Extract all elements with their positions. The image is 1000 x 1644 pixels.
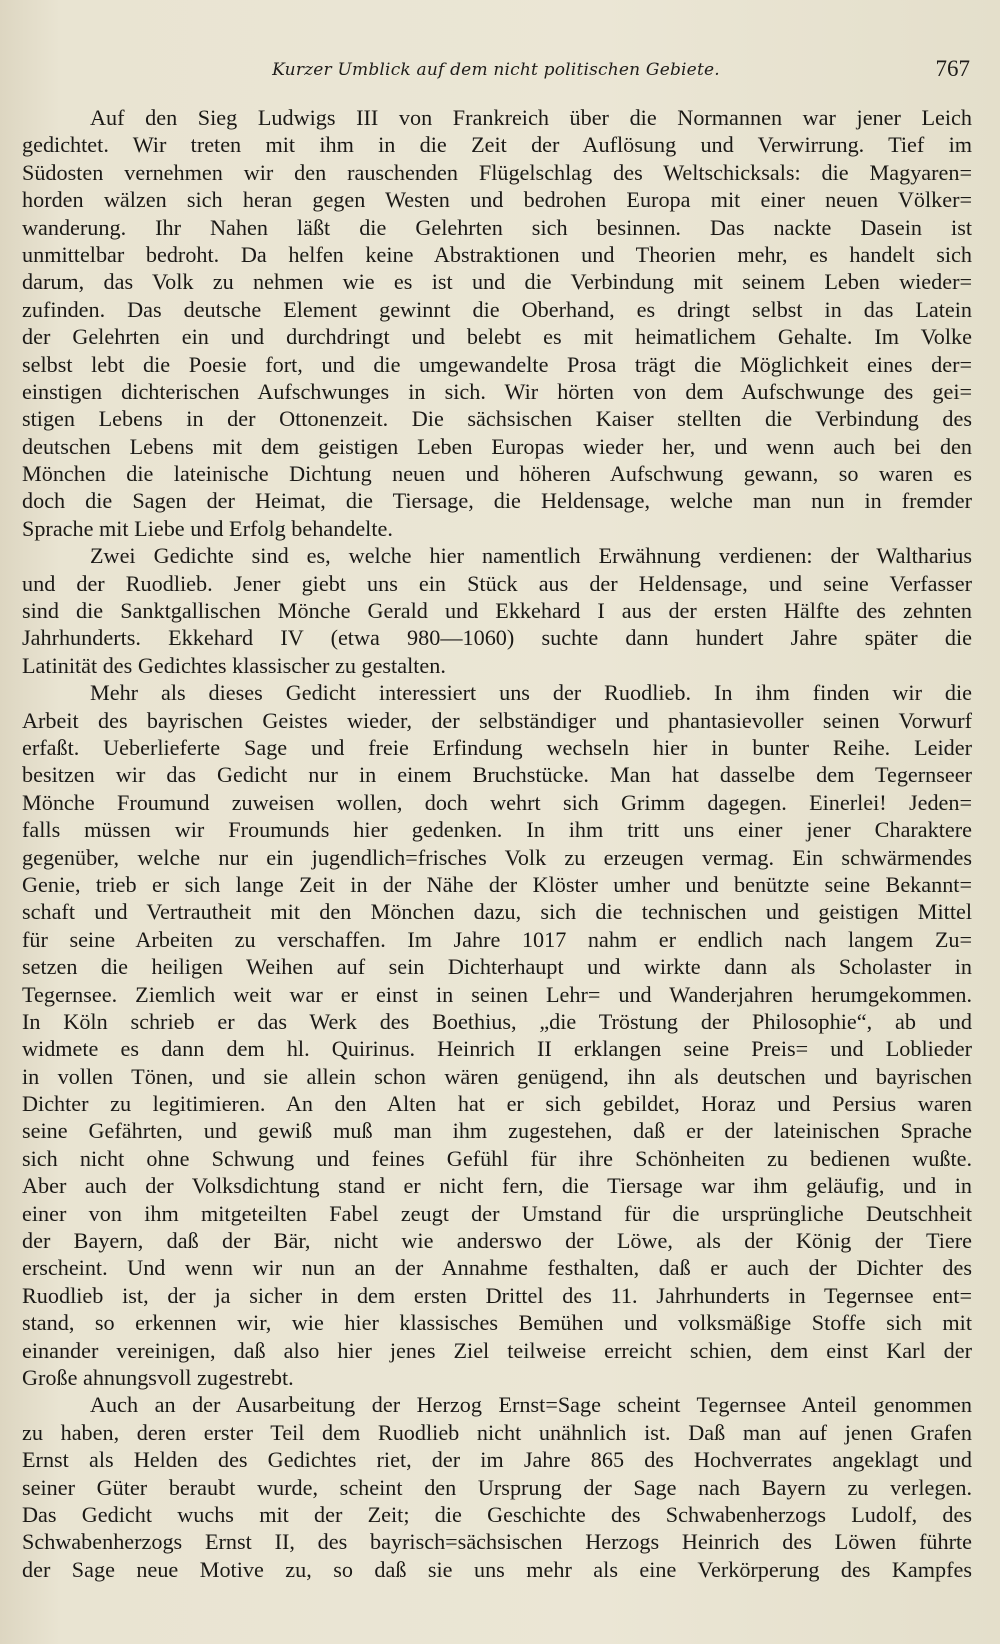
text-line: Mönche Froumund zuweisen wollen, doch wehrt sich Grimm dagegen. Einerlei! Jeden=	[22, 789, 972, 815]
text-line: Jahrhunderts. Ekkehard IV (etwa 980—1060) suchte dann hundert Jahre später die	[22, 625, 972, 651]
text-line: der Gelehrten ein und durchdringt und belebt es mit heimatlichem Gehalte. Im Volke	[22, 324, 972, 350]
text-line: Große ahnungsvoll zugestrebt.	[22, 1364, 294, 1390]
text-line: stigen Lebens in der Ottonenzeit. Die sächsischen Kaiser stellten die Verbindung des	[22, 406, 972, 432]
text-line: sind die Sanktgallischen Mönche Gerald und Ekkehard I aus der ersten Hälfte des zehnten	[22, 598, 972, 624]
running-title: Kurzer Umblick auf dem nicht politischen Gebiete.	[272, 60, 720, 80]
text-line: Südosten vernehmen wir den rauschenden Flügelschlag des Weltschicksals: die Magyaren=	[22, 159, 972, 185]
text-line: Mönchen die lateinische Dichtung neuen und höheren Aufschwung gewann, so waren es	[22, 461, 972, 487]
text-line: einander vereinigen, daß also hier jenes Ziel teilweise erreicht schien, dem einst Karl der	[22, 1337, 972, 1363]
text-line: Zwei Gedichte sind es, welche hier namentlich Erwähnung verdienen: der Waltharius	[90, 543, 972, 569]
text-line: für seine Arbeiten zu verschaffen. Im Jahre 1017 nahm er endlich nach langem Zu=	[22, 926, 972, 952]
text-line: selbst lebt die Poesie fort, und die umgewandelte Prosa trägt die Möglichkeit eines der=	[22, 351, 972, 377]
text-line: der Sage neue Motive zu, so daß sie uns mehr als eine Verkörperung des Kampfes	[22, 1556, 972, 1582]
text-line: und der Ruodlieb. Jener giebt uns ein Stück aus der Heldensage, und seine Verfasser	[22, 570, 972, 596]
text-line: wanderung. Ihr Nahen läßt die Gelehrten sich besinnen. Das nackte Dasein ist	[22, 214, 972, 240]
text-line: gedichtet. Wir treten mit ihm in die Zeit der Auflösung und Verwirrung. Tief im	[22, 132, 972, 158]
text-line: schaft und Vertrautheit mit den Mönchen dazu, sich die technischen und geistigen Mittel	[22, 899, 972, 925]
text-line: der Bayern, daß der Bär, nicht wie anderswo der Löwe, als der König der Tiere	[22, 1228, 972, 1254]
text-line: einstigen dichterischen Aufschwunges in sich. Wir hörten von dem Aufschwunge des gei=	[22, 378, 972, 404]
text-line: Auf den Sieg Ludwigs III von Frankreich über die Normannen war jener Leich	[90, 105, 972, 130]
text-line: Genie, trieb er sich lange Zeit in der Nähe der Klöster umher und benützte seine Bekannt=	[22, 871, 972, 897]
text-line: Dichter zu legitimieren. An den Alten hat er sich gebildet, Horaz und Persius waren	[22, 1091, 972, 1117]
text-line: deutschen Lebens mit dem geistigen Leben Europas wieder her, und wenn auch bei den	[22, 433, 972, 459]
text-line: stand, so erkennen wir, wie hier klassisches Bemühen und volksmäßige Stoffe sich mit	[22, 1310, 972, 1336]
text-line: falls müssen wir Froumunds hier gedenken. In ihm tritt uns einer jener Charaktere	[22, 817, 972, 843]
text-line: Ernst als Helden des Gedichtes riet, der im Jahre 865 des Hochverrates angeklagt und	[22, 1447, 972, 1473]
text-line: sich nicht ohne Schwung und feines Gefühl für ihre Schönheiten zu bedienen wußte.	[22, 1145, 972, 1171]
text-line: Auch an der Ausarbeitung der Herzog Ernst=Sage scheint Tegernsee Anteil genommen	[90, 1392, 972, 1418]
text-line: erfaßt. Ueberlieferte Sage und freie Erfindung wechseln hier in bunter Reihe. Leider	[22, 734, 972, 760]
text-line: In Köln schrieb er das Werk des Boethius, „die Tröstung der Philosophie“, ab und	[22, 1008, 972, 1034]
text-line: darum, das Volk zu nehmen wie es ist und die Verbindung mit seinem Leben wieder=	[22, 269, 972, 295]
text-line: Latinität des Gedichtes klassischer zu gestalten.	[22, 652, 446, 678]
text-line: widmete es dann dem hl. Quirinus. Heinrich II erklangen seine Preis= und Loblieder	[22, 1036, 972, 1062]
text-line: seine Gefährten, und gewiß muß man ihm zugestehen, daß er der lateinischen Sprache	[22, 1118, 972, 1144]
text-line: einer von ihm mitgeteilten Fabel zeugt der Umstand für die ursprüngliche Deutschheit	[22, 1200, 972, 1226]
text-line: zu haben, deren erster Teil dem Ruodlieb nicht unähnlich ist. Daß man auf jenen Grafen	[22, 1419, 972, 1445]
text-line: in vollen Tönen, und sie allein schon wären genügend, ihn als deutschen und bayrischen	[22, 1063, 972, 1089]
text-line: Tegernsee. Ziemlich weit war er einst in seinen Lehr= und Wanderjahren herumgekommen.	[22, 981, 972, 1007]
text-line: setzen die heiligen Weihen auf sein Dichterhaupt und wirkte dann als Scholaster in	[22, 954, 972, 980]
text-line: unmittelbar bedroht. Da helfen keine Abstraktionen und Theorien mehr, es handelt sich	[22, 241, 972, 267]
body-text	[22, 104, 972, 1583]
text-line: erscheint. Und wenn wir nun an der Annahme festhalten, daß er auch der Dichter des	[22, 1255, 972, 1281]
text-line: gegenüber, welche nur ein jugendlich=frisches Volk zu erzeugen vermag. Ein schwärmendes	[22, 844, 972, 870]
text-line: Arbeit des bayrischen Geistes wieder, der selbständiger und phantasievoller seinen Vorwurf	[22, 707, 972, 733]
text-line: Sprache mit Liebe und Erfolg behandelte.	[22, 515, 393, 541]
text-line: Das Gedicht wuchs mit der Zeit; die Geschichte des Schwabenherzogs Ludolf, des	[22, 1501, 972, 1527]
text-line: Mehr als dieses Gedicht interessiert uns der Ruodlieb. In ihm finden wir die	[90, 680, 972, 706]
text-line: Aber auch der Volksdichtung stand er nicht fern, die Tiersage war ihm geläufig, und in	[22, 1173, 972, 1199]
text-line: seiner Güter beraubt wurde, scheint den Ursprung der Sage nach Bayern zu verlegen.	[22, 1474, 972, 1500]
page-number: 767	[935, 56, 970, 81]
text-line: doch die Sagen der Heimat, die Tiersage, die Heldensage, welche man nun in fremder	[22, 488, 972, 514]
text-line: besitzen wir das Gedicht nur in einem Bruchstücke. Man hat dasselbe dem Tegernseer	[22, 762, 972, 788]
text-line: zufinden. Das deutsche Element gewinnt die Oberhand, es dringt selbst in das Latein	[22, 296, 972, 322]
text-line: horden wälzen sich heran gegen Westen und bedrohen Europa mit einer neuen Völker=	[22, 187, 972, 213]
running-head	[22, 56, 970, 86]
text-line: Ruodlieb ist, der ja sicher in dem ersten Drittel des 11. Jahrhunderts in Tegernsee ent=	[22, 1282, 972, 1308]
text-line: Schwabenherzogs Ernst II, des bayrisch=sächsischen Herzogs Heinrich des Löwen führte	[22, 1529, 972, 1555]
